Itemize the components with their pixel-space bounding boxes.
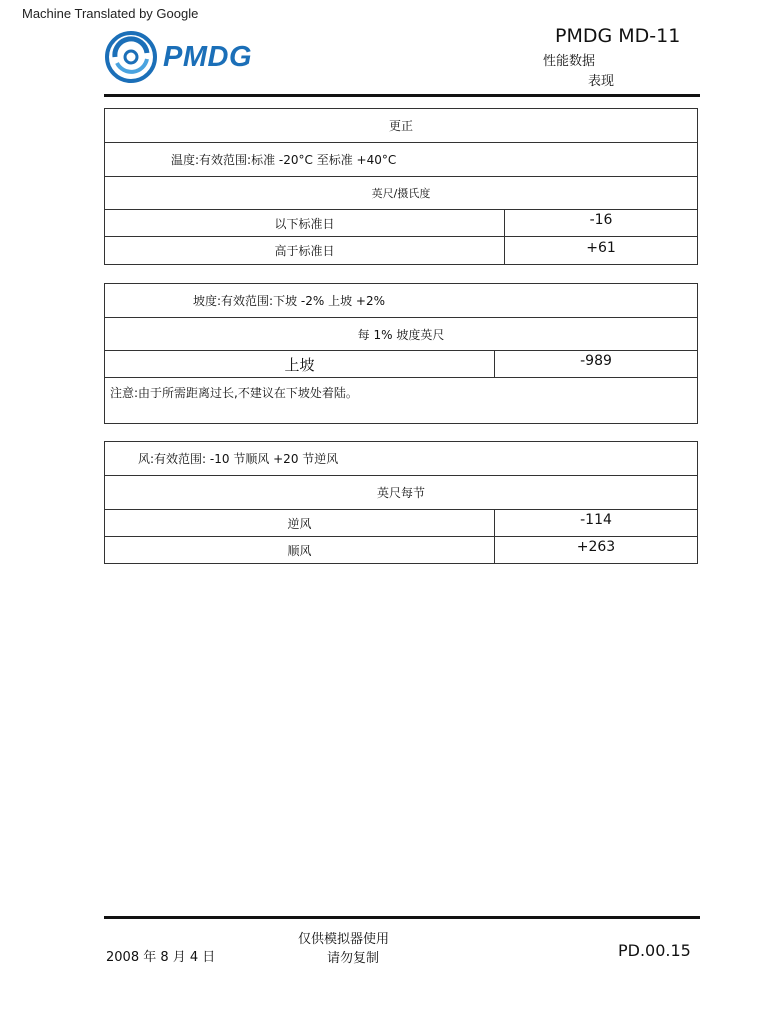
table-heading <box>105 109 697 143</box>
row-value: +263 <box>576 539 616 555</box>
row-label: 顺风 <box>287 543 312 558</box>
document-section: 性能数据 <box>543 54 596 69</box>
row-label: 高于标准日 <box>274 244 335 258</box>
row-value: -989 <box>580 353 612 369</box>
row-value: +61 <box>586 239 616 256</box>
row-label: 逆风 <box>287 516 312 531</box>
wind-unit-row <box>105 476 697 510</box>
slope-note-row <box>105 378 697 423</box>
row-value: -114 <box>580 512 612 528</box>
footer-simulator-notice: 仅供模拟器使用 <box>298 932 390 947</box>
slope-unit-row <box>105 318 697 351</box>
table-row <box>105 351 697 378</box>
slope-correction-table <box>104 283 698 424</box>
row-label: 以下标准日 <box>274 216 335 231</box>
footer-date: 2008 年 8 月 4 日 <box>106 950 216 965</box>
document-subsection: 表现 <box>588 74 615 89</box>
temperature-unit-row <box>105 177 697 210</box>
page-number: PD.00.15 <box>618 941 691 960</box>
temperature-range: 温度:有效范围:标准 -20°C 至标准 +40°C <box>171 153 397 167</box>
wind-unit: 英尺每节 <box>376 486 425 500</box>
footer-rule <box>104 916 700 919</box>
logo-wordmark: PMDG <box>163 40 252 73</box>
row-label: 上坡 <box>284 355 315 374</box>
temperature-correction-table <box>104 108 698 265</box>
wind-range-row <box>105 442 697 476</box>
table-row <box>105 537 697 563</box>
row-value: -16 <box>589 212 613 228</box>
document-title: PMDG MD-11 <box>555 25 681 47</box>
table-row <box>105 237 697 264</box>
wind-range: 风:有效范围: -10 节顺风 +20 节逆风 <box>138 452 339 466</box>
header-rule <box>104 94 700 97</box>
table-row <box>105 510 697 537</box>
temperature-unit: 英尺/摄氏度 <box>371 187 431 200</box>
machine-translation-banner: Machine Translated by Google <box>22 6 199 21</box>
pmdg-logo <box>105 30 252 84</box>
temperature-range-row <box>105 143 697 177</box>
slope-unit: 每 1% 坡度英尺 <box>357 327 445 342</box>
slope-range: 坡度:有效范围:下坡 -2% 上坡 +2% <box>193 294 385 308</box>
slope-range-row <box>105 284 697 318</box>
slope-note: 注意:由于所需距离过长,不建议在下坡处着陆。 <box>110 386 358 400</box>
pmdg-logo-icon <box>105 31 157 83</box>
wind-correction-table <box>104 441 698 564</box>
table-row <box>105 210 697 237</box>
correction-heading: 更正 <box>388 119 413 133</box>
footer-copy-notice: 请勿复制 <box>327 951 380 966</box>
